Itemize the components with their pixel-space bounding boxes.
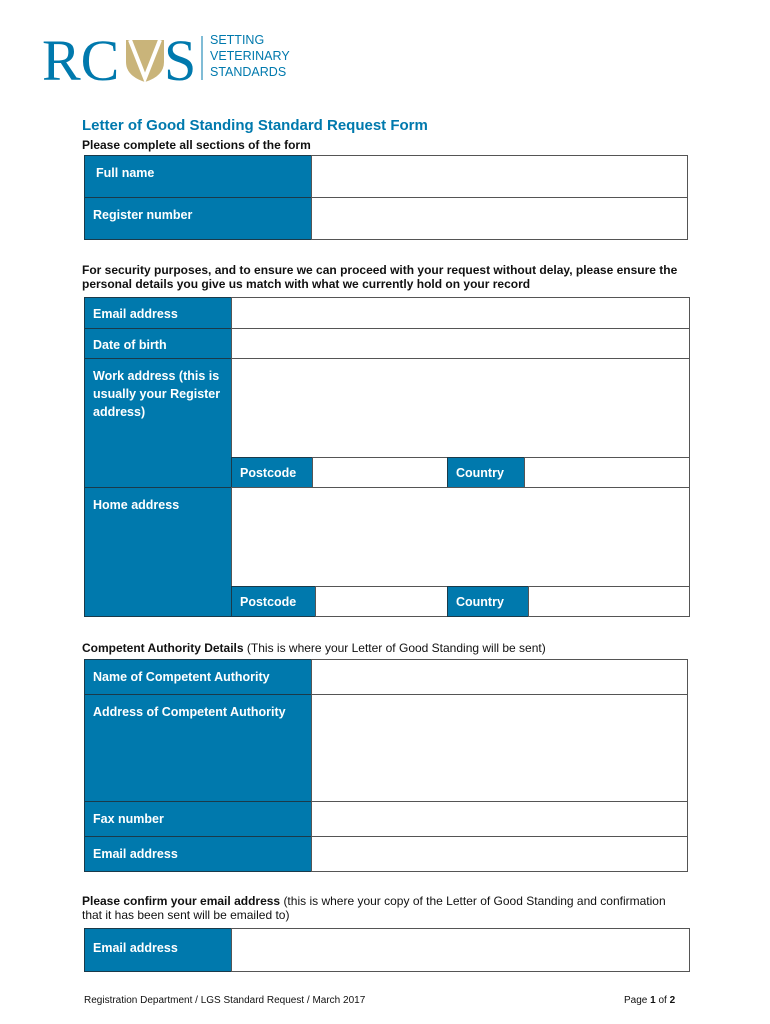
confirm-email-input[interactable] xyxy=(231,928,690,972)
dob-input[interactable] xyxy=(231,328,690,359)
register-number-input[interactable] xyxy=(311,197,688,240)
svg-text:S: S xyxy=(164,28,197,84)
authority-email-label: Email address xyxy=(84,836,312,872)
work-address-label: Work address (this is usually your Register address) xyxy=(84,358,232,488)
logo-tagline: VETERINARY xyxy=(210,49,290,63)
competent-heading xyxy=(82,641,546,655)
authority-name-label: Name of Competent Authority xyxy=(84,659,312,695)
logo-tagline: SETTING xyxy=(210,33,265,47)
rcvs-logo xyxy=(42,28,292,84)
home-address-input[interactable] xyxy=(231,487,690,587)
page-number xyxy=(624,995,675,1006)
work-address-input[interactable] xyxy=(231,358,690,458)
work-country-label: Country xyxy=(447,457,525,488)
authority-address-label: Address of Competent Authority xyxy=(84,694,312,802)
fax-label: Fax number xyxy=(84,801,312,837)
home-address-label: Home address xyxy=(84,487,232,617)
page-prefix: Page xyxy=(624,995,648,1006)
email-label: Email address xyxy=(84,297,232,329)
full-name-input[interactable] xyxy=(311,155,688,198)
dob-label: Date of birth xyxy=(84,328,232,359)
register-number-label: Register number xyxy=(84,197,312,240)
svg-text:RC: RC xyxy=(42,28,120,84)
email-input[interactable] xyxy=(231,297,690,329)
authority-email-input[interactable] xyxy=(311,836,688,872)
home-postcode-label: Postcode xyxy=(231,586,316,617)
page-of: of xyxy=(658,995,667,1006)
page-title: Letter of Good Standing Standard Request Form xyxy=(82,117,428,134)
home-country-input[interactable] xyxy=(528,586,690,617)
subtitle: Please complete all sections of the form xyxy=(82,138,311,152)
competent-note: (This is where your Letter of Good Standing will be sent) xyxy=(246,641,546,655)
work-postcode-input[interactable] xyxy=(312,457,448,488)
confirm-note: (this is where your copy of the Letter of Good Standing and confirmation that it has been sent will be emailed to) xyxy=(82,894,666,922)
authority-address-input[interactable] xyxy=(311,694,688,802)
work-postcode-label: Postcode xyxy=(231,457,313,488)
home-country-label: Country xyxy=(447,586,529,617)
fax-input[interactable] xyxy=(311,801,688,837)
confirm-heading-text: Please confirm your email address xyxy=(82,894,281,908)
competent-heading-text: Competent Authority Details xyxy=(82,641,244,655)
confirm-email-label: Email address xyxy=(84,928,232,972)
confirm-heading xyxy=(82,894,682,922)
security-note: For security purposes, and to ensure we can proceed with your request without delay, please ensure the personal details you give us match with what we currently hold on your record xyxy=(82,263,678,291)
full-name-label: Full name xyxy=(84,155,312,198)
page-current: 1 xyxy=(650,995,656,1006)
home-postcode-input[interactable] xyxy=(315,586,448,617)
page-total: 2 xyxy=(669,995,676,1006)
logo-tagline: STANDARDS xyxy=(210,65,287,79)
authority-name-input[interactable] xyxy=(311,659,688,695)
work-country-input[interactable] xyxy=(524,457,690,488)
footer-text: Registration Department / LGS Standard Request / March 2017 xyxy=(84,995,366,1006)
